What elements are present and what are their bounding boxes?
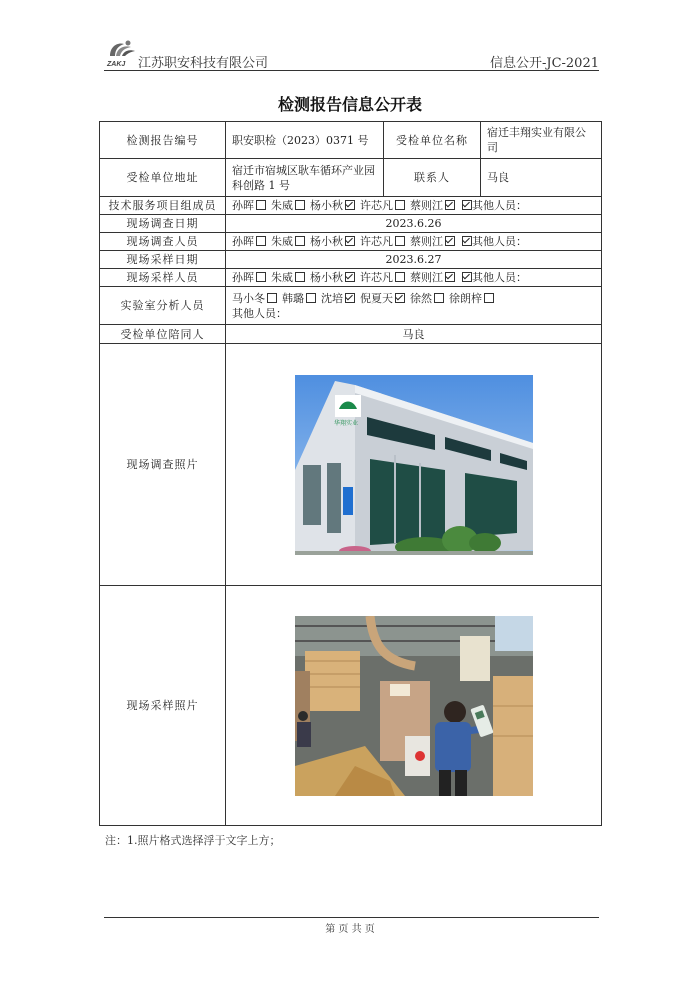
unchecked-box-icon xyxy=(295,272,305,282)
page-header xyxy=(104,38,599,70)
sample-staff-label: 现场采样人员 xyxy=(100,269,226,287)
table-row xyxy=(100,215,602,233)
checkbox-option xyxy=(410,292,444,305)
svg-text:ZAKJ: ZAKJ xyxy=(107,61,126,68)
unchecked-box-icon xyxy=(306,293,316,303)
checkbox-label: 朱威 xyxy=(271,235,293,248)
checkbox-label: 朱威 xyxy=(271,271,293,284)
contact-value: 马良 xyxy=(481,159,602,197)
table-row xyxy=(100,269,602,287)
checkbox-label: 沈培 xyxy=(321,291,343,305)
checkbox-option xyxy=(232,235,266,248)
checkbox-option xyxy=(310,199,355,212)
survey-date-label: 现场调查日期 xyxy=(100,215,226,233)
escort-value: 马良 xyxy=(226,325,602,344)
team-checklist xyxy=(226,197,602,215)
checkbox-option xyxy=(271,235,305,248)
checkbox-option xyxy=(232,292,277,305)
checkbox-label: 其他人员： xyxy=(472,199,527,212)
checkbox-label: 其他人员： xyxy=(472,235,527,248)
checkbox-option xyxy=(310,271,355,284)
address-value: 宿迁市宿城区耿车循环产业园科创路 1 号 xyxy=(226,159,384,197)
checkbox-label: 杨小秋 xyxy=(310,235,343,248)
unchecked-box-icon xyxy=(295,200,305,210)
unchecked-box-icon xyxy=(256,236,266,246)
lab-checklist xyxy=(232,291,595,306)
checkbox-label: 徐朗梓 xyxy=(449,291,482,305)
checkbox-label: 孙晖 xyxy=(232,271,254,284)
checkbox-label: 许芯凡 xyxy=(360,199,393,212)
table-row xyxy=(100,586,602,826)
survey-date-value: 2023.6.26 xyxy=(226,215,602,233)
checked-box-icon xyxy=(345,200,355,210)
checkbox-option xyxy=(410,271,455,284)
team-label: 技术服务项目组成员 xyxy=(100,197,226,215)
checked-box-icon xyxy=(345,236,355,246)
checkbox-option xyxy=(310,235,355,248)
report-table xyxy=(99,121,602,826)
checkbox-option xyxy=(360,199,405,212)
checkbox-option xyxy=(232,271,266,284)
checkbox-option xyxy=(460,199,527,212)
checkbox-label: 马小冬 xyxy=(232,291,265,305)
report-no-value: 职安职检（2023）0371 号 xyxy=(226,122,384,159)
unchecked-box-icon xyxy=(256,272,266,282)
unchecked-box-icon xyxy=(395,200,405,210)
table-row xyxy=(100,122,602,159)
header-divider xyxy=(104,70,599,71)
address-label: 受检单位地址 xyxy=(100,159,226,197)
sample-photo-cell xyxy=(226,586,602,826)
checked-box-icon xyxy=(345,293,355,303)
checkbox-label: 蔡则江 xyxy=(410,235,443,248)
table-row xyxy=(100,159,602,197)
checkbox-label: 许芯凡 xyxy=(360,271,393,284)
checkbox-option xyxy=(282,292,316,305)
checked-box-icon xyxy=(445,236,455,246)
lab-label: 实验室分析人员 xyxy=(100,287,226,325)
checked-box-icon xyxy=(345,272,355,282)
unit-name-label: 受检单位名称 xyxy=(384,122,481,159)
table-row xyxy=(100,287,602,325)
table-row xyxy=(100,251,602,269)
checkbox-option xyxy=(460,271,527,284)
survey-photo-cell xyxy=(226,344,602,586)
unchecked-box-icon xyxy=(484,293,494,303)
checkbox-option xyxy=(232,199,266,212)
unchecked-box-icon xyxy=(434,293,444,303)
page-counter: 第 页 共 页 xyxy=(325,924,375,935)
checkbox-option xyxy=(271,271,305,284)
report-no-label: 检测报告编号 xyxy=(100,122,226,159)
sample-staff-checklist xyxy=(226,269,602,287)
sample-date-value: 2023.6.27 xyxy=(226,251,602,269)
checkbox-option xyxy=(360,271,405,284)
table-row xyxy=(100,344,602,586)
document-code: 信息公开-JC-2021 xyxy=(489,56,599,71)
checkbox-label: 朱威 xyxy=(271,199,293,212)
checkbox-option xyxy=(460,235,527,248)
checked-box-icon xyxy=(462,272,472,282)
sample-date-label: 现场采样日期 xyxy=(100,251,226,269)
company-name: 江苏职安科技有限公司 xyxy=(138,56,269,71)
checkbox-label: 杨小秋 xyxy=(310,271,343,284)
checkbox-label: 孙晖 xyxy=(232,235,254,248)
unchecked-box-icon xyxy=(256,200,266,210)
checked-box-icon xyxy=(395,293,405,303)
survey-staff-checklist xyxy=(226,233,602,251)
table-row xyxy=(100,197,602,215)
checkbox-label: 孙晖 xyxy=(232,199,254,212)
contact-label: 联系人 xyxy=(384,159,481,197)
company-logo xyxy=(104,38,138,68)
checkbox-option xyxy=(410,199,455,212)
sample-photo-label: 现场采样照片 xyxy=(100,586,226,826)
checkbox-option xyxy=(360,292,405,305)
lab-staff-cell xyxy=(226,287,602,325)
checkbox-option xyxy=(321,292,355,305)
checkbox-label: 其他人员： xyxy=(472,271,527,284)
unchecked-box-icon xyxy=(395,272,405,282)
checkbox-label: 倪夏天 xyxy=(360,291,393,305)
checked-box-icon xyxy=(445,272,455,282)
checked-box-icon xyxy=(445,200,455,210)
checkbox-option xyxy=(449,292,494,305)
survey-photo-label: 现场调查照片 xyxy=(100,344,226,586)
survey-photo xyxy=(295,375,533,555)
survey-staff-label: 现场调查人员 xyxy=(100,233,226,251)
checkbox-label: 韩璐 xyxy=(282,291,304,305)
checkbox-label: 蔡则江 xyxy=(410,271,443,284)
page-title: 检测报告信息公开表 xyxy=(277,95,422,114)
svg-text:华翔实业: 华翔实业 xyxy=(333,419,358,427)
lab-others-label: 其他人员： xyxy=(232,306,287,320)
checkbox-option xyxy=(410,235,455,248)
checkbox-option xyxy=(271,199,305,212)
footer-divider xyxy=(104,917,599,918)
sample-photo xyxy=(295,616,533,796)
unchecked-box-icon xyxy=(395,236,405,246)
table-row xyxy=(100,325,602,344)
table-row xyxy=(100,233,602,251)
checkbox-label: 蔡则江 xyxy=(410,199,443,212)
checkbox-label: 徐然 xyxy=(410,291,432,305)
checkbox-label: 许芯凡 xyxy=(360,235,393,248)
unit-name-value: 宿迁丰翔实业有限公司 xyxy=(481,122,602,159)
unchecked-box-icon xyxy=(295,236,305,246)
checked-box-icon xyxy=(462,200,472,210)
unchecked-box-icon xyxy=(267,293,277,303)
checkbox-label: 杨小秋 xyxy=(310,199,343,212)
escort-label: 受检单位陪同人 xyxy=(100,325,226,344)
footnote: 注：1.照片格式选择浮于文字上方； xyxy=(105,834,281,847)
checkbox-option xyxy=(360,235,405,248)
checked-box-icon xyxy=(462,236,472,246)
